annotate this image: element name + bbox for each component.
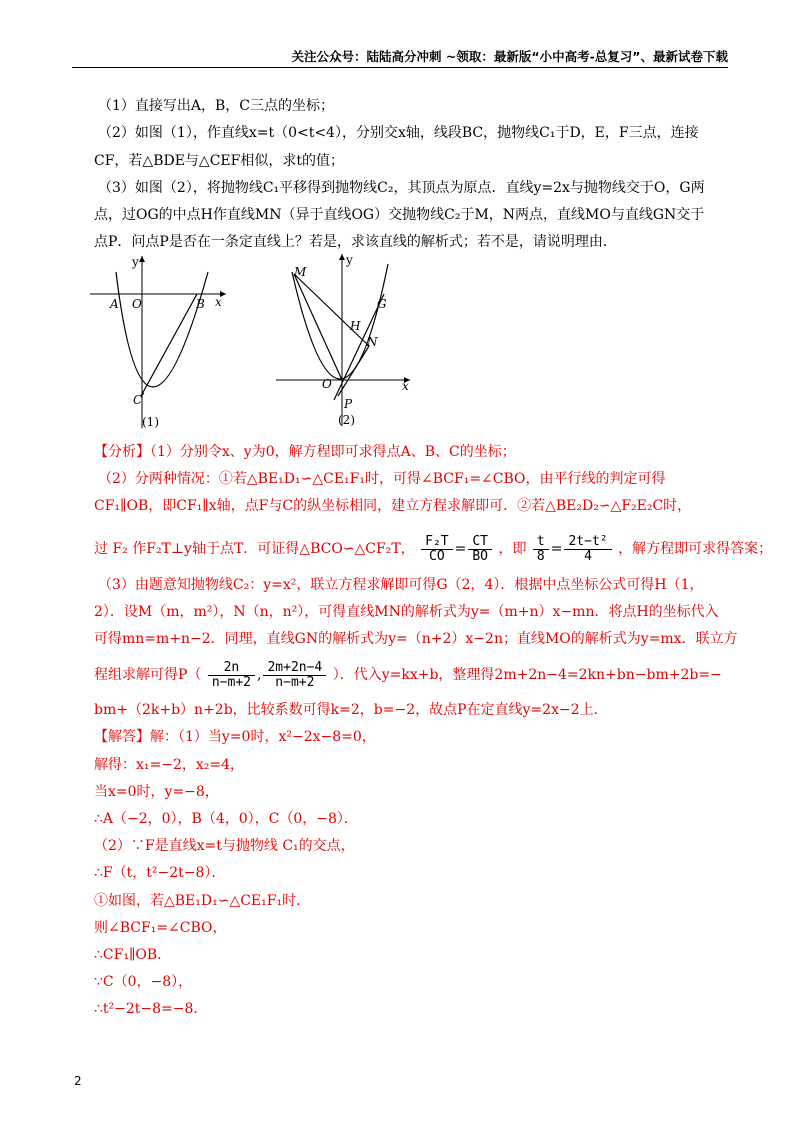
fig2-label-p: P <box>344 397 353 411</box>
analysis-line-3: CF₁∥OB，即CF₁∥x轴，点F与C的纵坐标相同，建立方程求解即可．②若△BE₂D₂∽△F₂E₂C时， <box>94 498 692 514</box>
fraction-denominator: 4 <box>584 548 592 564</box>
question-part-3-line-1: （3）如图（2），将抛物线C₁平移得到抛物线C₂，其顶点为原点．直线y=2x与抛物线交于O，G两 <box>98 180 705 196</box>
fig1-caption: (1) <box>142 415 159 429</box>
fig2-label-x: x <box>402 379 409 393</box>
fig1-label-y: y <box>132 255 139 269</box>
solution-line-2: 解得：x₁=−2，x₂=4， <box>94 757 245 773</box>
solution-line-4: ∴A（−2，0），B（4，0），C（0，−8）． <box>94 811 358 827</box>
fig1-label-o: O <box>132 297 142 311</box>
header-divider <box>72 67 728 68</box>
question-part-3-line-3: 点P．问点P是否在一条定直线上？若是，求该直线的解析式；若不是，请说明理由． <box>94 234 617 250</box>
page-number: 2 <box>74 1074 82 1088</box>
analysis-line-5: （3）由题意知抛物线C₂：y=x²，联立方程求解即可得G（2，4）．根据中点坐标公式可得H（1， <box>98 577 704 593</box>
fraction-numerator: 2n <box>208 661 255 676</box>
analysis-line-4-prefix: 过 F₂ 作F₂T⊥y轴于点T．可证得△BCO∽△CF₂T， <box>94 541 415 557</box>
analysis-line-8: 程组求解可得P（ $\frac{2n}{n-m+2}$ , $\frac{2m+2n-4}{n-m+2}$ ）．代入y=kx+b，整理得2m+2n−4=2kn+bn−bm+2b=− <box>94 659 722 690</box>
analysis-line-9: bm+（2k+b）n+2b，比较系数可得k=2，b=−2，故点P在定直线y=2x−2上． <box>94 702 608 718</box>
solution-line-7: ①如图，若△BE₁D₁∽△CE₁F₁时． <box>94 893 311 909</box>
analysis-line-7: 可得mn=m+n−2．同理，直线GN的解析式为y=（n+2）x−2n；直线MO的解析式为y=mx．联立方 <box>94 631 738 647</box>
analysis-line-2: （2）分两种情况：①若△BE₁D₁∽△CE₁F₁时，可得∠BCF₁=∠CBO，由平行线的判定可得 <box>98 471 666 487</box>
fraction-numerator: CT <box>468 535 492 550</box>
solution-line-10: ∵C（0，−8）， <box>94 974 193 990</box>
fraction-f2t-over-co <box>421 535 452 564</box>
solution-line-1: 【解答】解：（1）当y=0时，x²−2x−8=0， <box>94 729 376 745</box>
fraction-py <box>263 661 326 690</box>
fig2-label-o: O <box>322 377 332 391</box>
fig2-label-y: y <box>346 253 353 267</box>
fraction-numerator: 2m+2n−4 <box>263 661 326 676</box>
question-part-2-line-1: （2）如图（1），作直线x=t（0<t<4），分别交x轴，线段BC，抛物线C₁于D，E，F三点，连接 <box>98 125 699 141</box>
fraction-numerator: t <box>533 535 549 550</box>
fig2-caption: (2) <box>338 413 355 427</box>
fraction-px <box>208 661 255 690</box>
analysis-line-8-suffix: ）．代入y=kx+b，整理得2m+2n−4=2kn+bn−bm+2b=− <box>332 667 722 683</box>
fraction-numerator: F₂T <box>421 535 452 550</box>
fraction-denominator: CO <box>429 548 445 564</box>
fig1-label-c: C <box>133 393 143 407</box>
solution-line-5: （2）∵F是直线x=t与抛物线 C₁的交点， <box>94 838 355 854</box>
fraction-denominator: n−m+2 <box>211 674 252 690</box>
analysis-line-1: 【分析】（1）分别令x、y为0，解方程即可求得点A、B、C的坐标； <box>94 444 516 460</box>
fig2-label-h: H <box>350 319 361 333</box>
solution-line-8: 则∠BCF₁=∠CBO， <box>94 920 227 936</box>
fraction-denominator: BO <box>472 548 489 564</box>
fraction-t-over-8 <box>533 535 549 564</box>
figure-1-diagram <box>88 252 238 432</box>
figure-2-diagram <box>272 250 422 430</box>
fraction-denominator: n−m+2 <box>275 674 315 690</box>
fraction-denominator: 8 <box>536 548 545 564</box>
analysis-line-4: 过 F₂ 作F₂T⊥y轴于点T．可证得△BCO∽△CF₂T， $\frac{\text{F₂T}}{CO}$ = $\frac{CT}{BO}$ ，即 $\frac{t}{8}$ = $\frac{\text{2t−t²}}{4}$ ，解方程即可求得答案； <box>94 533 773 564</box>
fig1-label-x: x <box>215 295 222 309</box>
analysis-line-8-prefix: 程组求解可得P（ <box>94 667 202 683</box>
fig1-label-a: A <box>110 297 119 311</box>
analysis-line-4-middle: ，即 <box>498 541 527 557</box>
fig1-label-b: B <box>196 297 205 311</box>
solution-line-3: 当x=0时，y=−8， <box>94 784 219 800</box>
fig2-label-n: N <box>367 335 378 349</box>
analysis-line-4-suffix: ，解方程即可求得答案； <box>618 541 773 557</box>
fraction-ct-over-bo <box>468 535 492 564</box>
solution-line-6: ∴F（t，t²−2t−8）． <box>94 865 226 881</box>
page-header: 关注公众号：陆陆高分冲刺 ~领取：最新版“小中高考-总复习”、最新试卷下载 <box>291 49 728 64</box>
question-part-1: （1）直接写出A，B，C三点的坐标； <box>98 98 335 114</box>
solution-line-11: ∴t²−2t−8=−8． <box>94 1001 208 1017</box>
fig2-label-m: M <box>294 265 307 279</box>
fraction-2t-t2-over-4 <box>564 535 611 564</box>
fig2-label-g: G <box>377 297 387 311</box>
question-part-3-line-2: 点，过OG的中点H作直线MN（异于直线OG）交抛物线C₂于M，N两点，直线MO与直线GN交于 <box>94 207 705 223</box>
fraction-numerator: 2t−t² <box>564 535 611 550</box>
solution-line-9: ∴CF₁∥OB． <box>94 947 172 963</box>
analysis-line-6: 2）．设M（m，m²），N（n，n²），可得直线MN的解析式为y=（m+n）x−mn．将点H的坐标代入 <box>94 604 719 620</box>
question-part-2-line-2: CF，若△BDE与△CEF相似，求t的值； <box>94 153 344 169</box>
